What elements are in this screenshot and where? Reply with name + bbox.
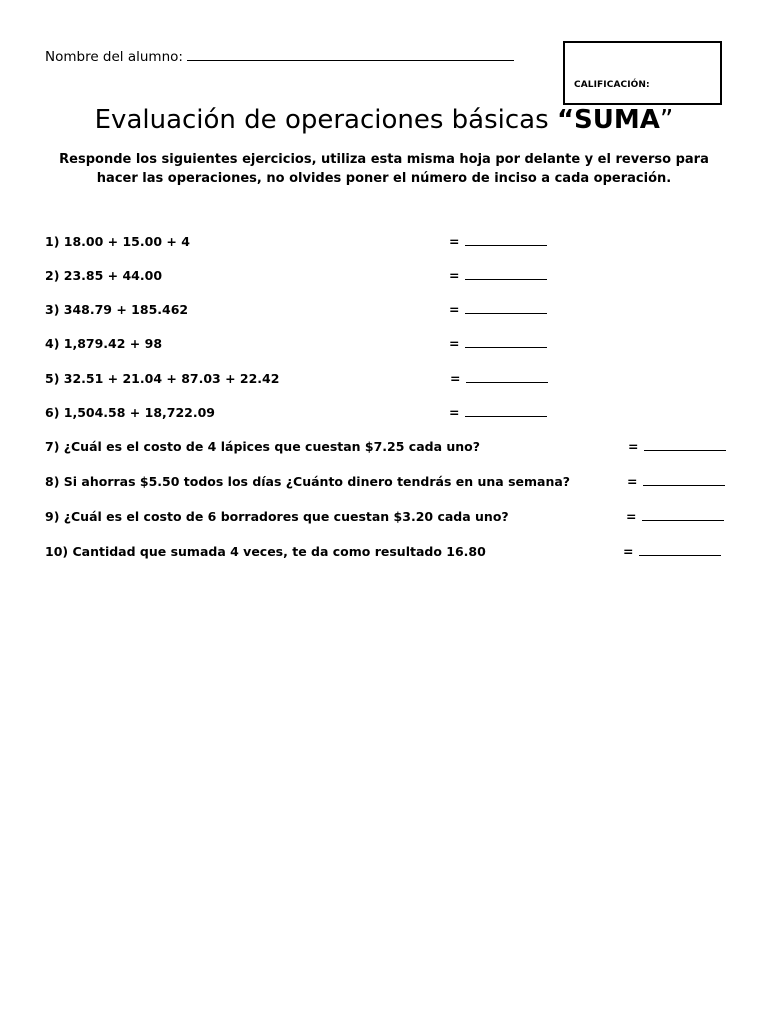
answer-1 — [449, 234, 547, 249]
exercise-1: 1) 18.00 + 15.00 + 4 — [45, 234, 190, 249]
instructions: Responde los siguientes ejercicios, utiliza esta misma hoja por delante y el reverso para hacer las operaciones, no olvides poner el número de inciso a cada operación. — [59, 152, 709, 186]
exercise-8: 8) Si ahorras $5.50 todos los días ¿Cuánto dinero tendrás en una semana? — [45, 474, 571, 489]
answer-blank[interactable] — [642, 509, 724, 521]
equals-sign: = — [628, 439, 639, 454]
equals-sign: = — [449, 268, 460, 283]
equals-sign: = — [626, 509, 637, 524]
answer-9 — [626, 509, 724, 524]
exercise-4: 4) 1,879.42 + 98 — [45, 336, 163, 351]
answer-5 — [450, 371, 548, 386]
answer-blank[interactable] — [465, 302, 547, 314]
answer-3 — [449, 302, 547, 317]
answer-blank[interactable] — [644, 439, 726, 451]
equals-sign: = — [623, 544, 634, 559]
answer-blank[interactable] — [465, 268, 547, 280]
equals-sign: = — [449, 234, 460, 249]
student-name-label: Nombre del alumno: — [45, 49, 183, 65]
exercise-9: 9) ¿Cuál es el costo de 6 borradores que cuestan $3.20 cada uno? — [45, 509, 509, 524]
title-close-quote: ” — [659, 105, 674, 135]
answer-8 — [627, 474, 725, 489]
exercise-7: 7) ¿Cuál es el costo de 4 lápices que cuestan $7.25 cada uno? — [45, 439, 481, 454]
answer-blank[interactable] — [466, 371, 548, 383]
page-title — [0, 105, 768, 135]
answer-blank[interactable] — [465, 405, 547, 417]
title-open-quote: “ — [556, 105, 575, 135]
answer-2 — [449, 268, 547, 283]
title-emphasis: SUMA — [574, 105, 660, 135]
answer-10 — [623, 544, 721, 559]
grade-box — [563, 41, 722, 105]
equals-sign: = — [627, 474, 638, 489]
exercise-5: 5) 32.51 + 21.04 + 87.03 + 22.42 — [45, 371, 280, 386]
student-name-line[interactable] — [187, 47, 514, 61]
equals-sign: = — [450, 371, 461, 386]
exercise-2: 2) 23.85 + 44.00 — [45, 268, 163, 283]
answer-blank[interactable] — [643, 474, 725, 486]
answer-6 — [449, 405, 547, 420]
exercise-10: 10) Cantidad que sumada 4 veces, te da como resultado 16.80 — [45, 544, 486, 559]
title-prefix: Evaluación de operaciones básicas — [94, 105, 557, 135]
answer-blank[interactable] — [465, 336, 547, 348]
equals-sign: = — [449, 405, 460, 420]
student-name-field — [45, 47, 514, 65]
equals-sign: = — [449, 336, 460, 351]
answer-blank[interactable] — [639, 544, 721, 556]
exercise-3: 3) 348.79 + 185.462 — [45, 302, 189, 317]
answer-4 — [449, 336, 547, 351]
answer-7 — [628, 439, 726, 454]
answer-blank[interactable] — [465, 234, 547, 246]
grade-label: CALIFICACIÓN: — [574, 80, 650, 90]
equals-sign: = — [449, 302, 460, 317]
exercise-6: 6) 1,504.58 + 18,722.09 — [45, 405, 216, 420]
